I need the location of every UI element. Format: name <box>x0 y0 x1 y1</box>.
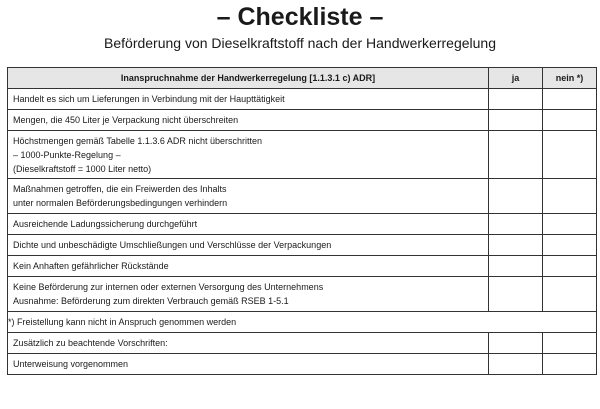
checklist-table <box>7 67 597 375</box>
table-header-row <box>8 68 597 89</box>
criterion-cell <box>8 110 489 131</box>
yes-checkbox-cell[interactable] <box>489 89 543 110</box>
yes-checkbox-cell[interactable] <box>489 235 543 256</box>
table-row <box>8 277 597 312</box>
yes-checkbox-cell[interactable] <box>489 110 543 131</box>
yes-checkbox-cell[interactable] <box>489 214 543 235</box>
criterion-cell <box>8 256 489 277</box>
no-checkbox-cell[interactable] <box>543 89 597 110</box>
criterion-cell <box>8 333 489 354</box>
table-row <box>8 235 597 256</box>
criterion-text: Handelt es sich um Lieferungen in Verbindung mit der Haupttätigkeit <box>13 94 285 104</box>
yes-checkbox-cell[interactable] <box>489 354 543 375</box>
no-checkbox-cell[interactable] <box>543 256 597 277</box>
table-row <box>8 131 597 179</box>
page-title: – Checkliste – <box>216 3 384 31</box>
table-row <box>8 214 597 235</box>
column-header-no: nein *) <box>543 68 597 89</box>
criterion-cell <box>8 354 489 375</box>
criterion-text: Mengen, die 450 Liter je Verpackung nicht überschreiten <box>13 115 239 125</box>
criterion-text: Keine Beförderung zur internen oder externen Versorgung des Unternehmens <box>13 282 324 292</box>
yes-checkbox-cell[interactable] <box>489 277 543 312</box>
criterion-text: Höchstmengen gemäß Tabelle 1.1.3.6 ADR nicht überschritten <box>13 135 262 146</box>
criterion-text: – 1000-Punkte-Regelung – <box>13 149 121 160</box>
page-subtitle: Beförderung von Dieselkraftstoff nach der Handwerkerregelung <box>104 35 496 51</box>
table-row <box>8 256 597 277</box>
table-row <box>8 333 597 354</box>
criterion-text: Ausreichende Ladungssicherung durchgeführt <box>13 219 198 229</box>
no-checkbox-cell[interactable] <box>543 179 597 214</box>
yes-checkbox-cell[interactable] <box>489 256 543 277</box>
criterion-text: Ausnahme: Beförderung zum direkten Verbrauch gemäß RSEB 1-5.1 <box>13 296 289 306</box>
criterion-cell <box>8 131 489 179</box>
criterion-cell <box>8 179 489 214</box>
criterion-cell <box>8 214 489 235</box>
footnote: *) Freistellung kann nicht in Anspruch genommen werden <box>8 312 597 333</box>
yes-checkbox-cell[interactable] <box>489 131 543 179</box>
criterion-text: Unterweisung vorgenommen <box>13 359 129 369</box>
no-checkbox-cell[interactable] <box>543 214 597 235</box>
table-row <box>8 110 597 131</box>
footnote-row <box>8 312 597 333</box>
criterion-text: (Dieselkraftstoff = 1000 Liter netto) <box>13 163 152 174</box>
table-row <box>8 354 597 375</box>
no-checkbox-cell[interactable] <box>543 235 597 256</box>
no-checkbox-cell[interactable] <box>543 131 597 179</box>
criterion-cell <box>8 235 489 256</box>
criterion-cell <box>8 89 489 110</box>
criterion-cell <box>8 277 489 312</box>
column-header-criterion: Inanspruchnahme der Handwerkerregelung [1.1.3.1 c) ADR] <box>8 68 489 89</box>
table-row <box>8 179 597 214</box>
criterion-text: Kein Anhaften gefährlicher Rückstände <box>13 261 169 271</box>
yes-checkbox-cell[interactable] <box>489 179 543 214</box>
criterion-text: Zusätzlich zu beachtende Vorschriften: <box>13 338 168 348</box>
no-checkbox-cell[interactable] <box>543 110 597 131</box>
no-checkbox-cell[interactable] <box>543 354 597 375</box>
table-row <box>8 89 597 110</box>
column-header-yes: ja <box>489 68 543 89</box>
criterion-text: Dichte und unbeschädigte Umschließungen und Verschlüsse der Verpackungen <box>13 240 332 250</box>
criterion-text: Maßnahmen getroffen, die ein Freiwerden des Inhalts <box>13 184 227 194</box>
no-checkbox-cell[interactable] <box>543 333 597 354</box>
no-checkbox-cell[interactable] <box>543 277 597 312</box>
criterion-text: unter normalen Beförderungsbedingungen verhindern <box>13 198 228 208</box>
yes-checkbox-cell[interactable] <box>489 333 543 354</box>
